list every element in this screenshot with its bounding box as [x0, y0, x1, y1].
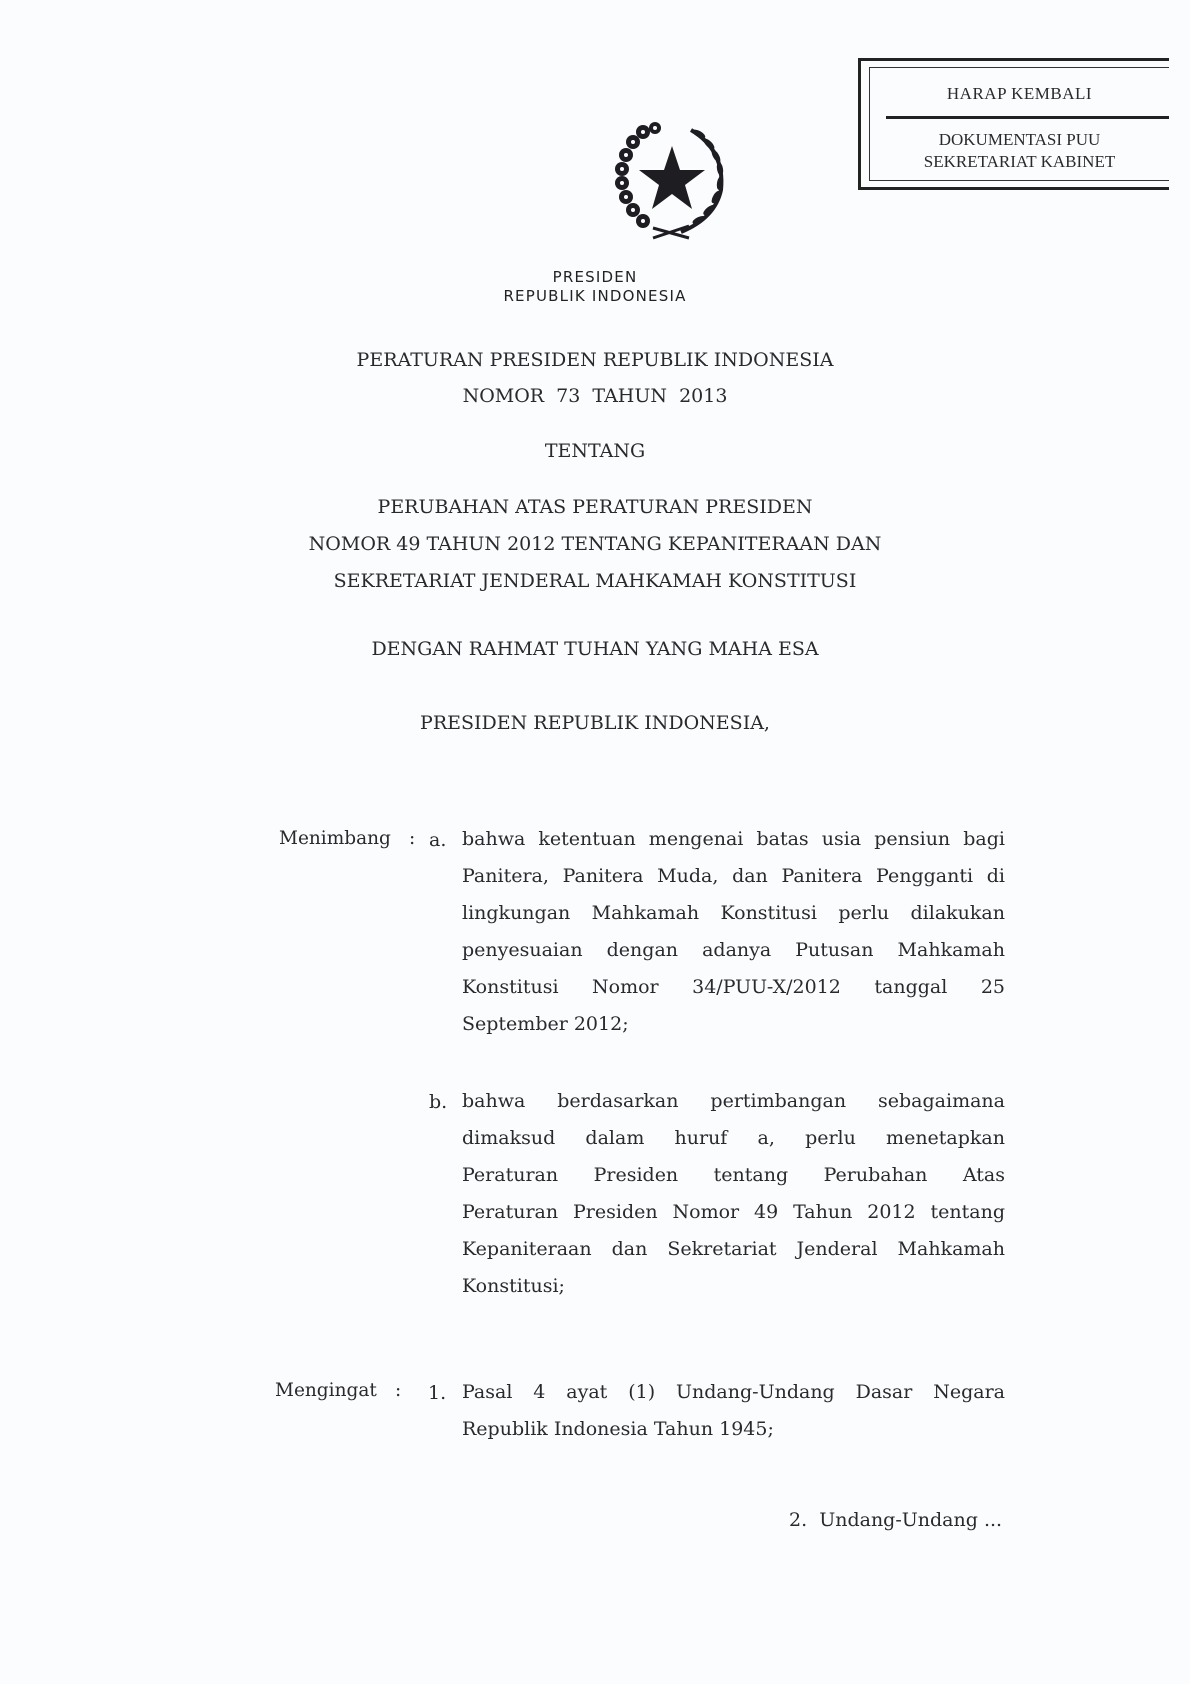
mengingat-item-1 [462, 1374, 1005, 1448]
mengingat-label: Mengingat [275, 1380, 377, 1401]
stamp-divider [886, 116, 1169, 119]
text-line: Kepaniteraan dan Sekretariat Jenderal Mahkamah [462, 1238, 1005, 1260]
menimbang-label: Menimbang [279, 828, 391, 849]
text-line: September 2012; [462, 1013, 629, 1035]
text-line: Konstitusi; [462, 1275, 565, 1297]
regulation-number: NOMOR 73 TAHUN 2013 [462, 385, 728, 407]
continuation-catchword: 2. Undang-Undang ... [789, 1509, 1003, 1531]
issuer: PRESIDEN REPUBLIK INDONESIA, [420, 712, 770, 734]
text-line: lingkungan Mahkamah Konstitusi perlu dilakukan [462, 902, 1005, 924]
invocation: DENGAN RAHMAT TUHAN YANG MAHA ESA [371, 638, 819, 660]
regulation-title: PERATURAN PRESIDEN REPUBLIK INDONESIA [356, 349, 834, 371]
stamp-line-1: DOKUMENTASI PUU [938, 130, 1101, 149]
subject-line-3: SEKRETARIAT JENDERAL MAHKAMAH KONSTITUSI [333, 570, 857, 592]
text-line: Peraturan Presiden Nomor 49 Tahun 2012 tentang [462, 1201, 1005, 1223]
about-heading: TENTANG [544, 440, 646, 462]
mengingat-colon: : [395, 1380, 402, 1401]
archive-stamp [858, 58, 1169, 190]
text-line: dimaksud dalam huruf a, perlu menetapkan [462, 1127, 1005, 1149]
text-line: bahwa ketentuan mengenai batas usia pensiun bagi [462, 828, 1005, 850]
text-line: Konstitusi Nomor 34/PUU-X/2012 tanggal 25 [462, 976, 1005, 998]
subject-line-2: NOMOR 49 TAHUN 2012 TENTANG KEPANITERAAN DAN [308, 533, 882, 555]
item-marker-b: b. [429, 1091, 448, 1113]
text-line: bahwa berdasarkan pertimbangan sebagaimana [462, 1090, 1005, 1112]
stamp-line-2: SEKRETARIAT KABINET [923, 152, 1116, 171]
item-marker-1: 1. [428, 1382, 447, 1404]
menimbang-item-b [462, 1083, 1005, 1305]
letterhead-line-1: PRESIDEN [552, 268, 638, 286]
letterhead-line-2: REPUBLIK INDONESIA [503, 287, 687, 305]
item-marker-a: a. [429, 829, 447, 851]
menimbang-item-a [462, 821, 1005, 1043]
text-line: Panitera, Panitera Muda, dan Panitera Pengganti di [462, 865, 1005, 887]
text-line: penyesuaian dengan adanya Putusan Mahkamah [462, 939, 1005, 961]
menimbang-colon: : [409, 828, 416, 849]
text-line: Pasal 4 ayat (1) Undang-Undang Dasar Negara [462, 1381, 1005, 1403]
stamp-title: HARAP KEMBALI [946, 84, 1093, 103]
text-line: Peraturan Presiden tentang Perubahan Atas [462, 1164, 1005, 1186]
subject-line-1: PERUBAHAN ATAS PERATURAN PRESIDEN [377, 496, 813, 518]
presidential-seal-icon [603, 110, 743, 250]
text-line: Republik Indonesia Tahun 1945; [462, 1418, 774, 1440]
